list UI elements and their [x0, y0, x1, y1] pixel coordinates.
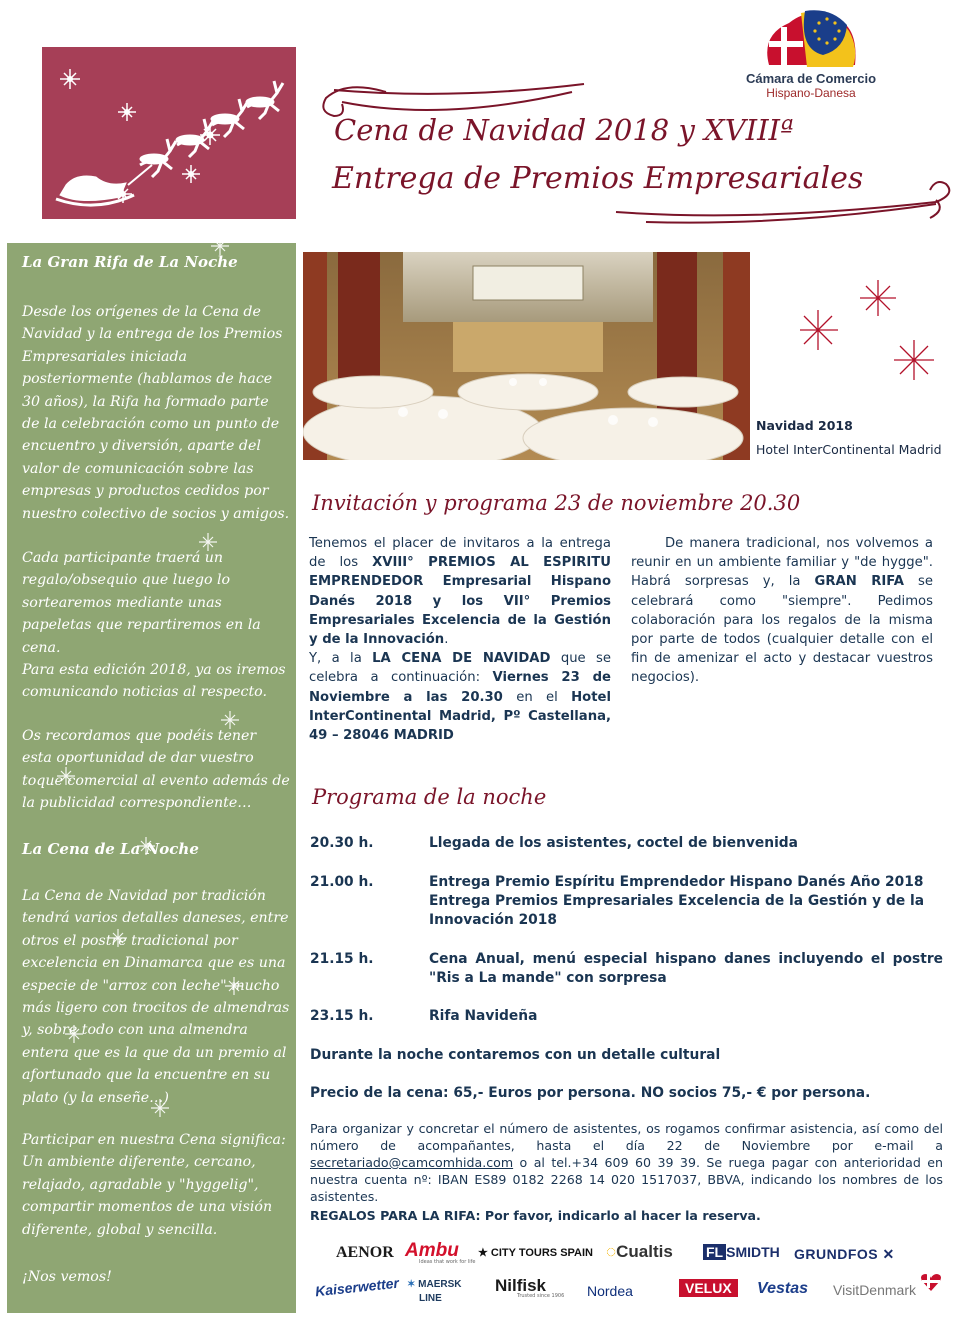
- citytours-name: CITY TOURS SPAIN: [490, 1247, 593, 1259]
- grundfos-logo: [794, 1246, 895, 1263]
- invitation-text: Y, a la: [309, 651, 373, 667]
- confirmation-text: Para organizar y concretar el número de asistentes, os rogamos confirmar asistencia, así como del número de acompañantes, hasta el día 22 de Noviembre por e-mail a: [310, 1121, 943, 1153]
- cualtis-logo: [606, 1242, 673, 1262]
- invitation-text: Tenemos el placer de invitaros a la entrega de los: [309, 536, 611, 571]
- cena-paragraph-1: La Cena de Navidad por tradición tendrá varios detalles daneses, entre otros el postre tradicional por excelencia en Dinamarca que es una especie de "arroz con leche" mucho más ligero con trocitos de almendras y, sobre todo con una almendra entera que es la que da un premio al afortunado que la encuentre en su plato (y la enseñe…): [22, 888, 290, 1106]
- invitation-text: que se celebra a continuación:: [309, 651, 612, 686]
- program-text: Rifa Navideña: [429, 1008, 538, 1024]
- flsmidth-name: SMIDTH: [726, 1244, 780, 1260]
- kaiserwetter-logo: Kaiserwetter: [314, 1274, 400, 1300]
- cultural-note: Durante la noche contaremos con un detalle cultural: [310, 1047, 721, 1063]
- ambu-logo: [405, 1240, 476, 1265]
- program-time: 21.15 h.: [310, 951, 374, 967]
- cualtis-ring-icon: ◌: [606, 1242, 617, 1261]
- nordea-logo: Nordea: [587, 1283, 633, 1299]
- ambu-name: Ambu: [405, 1240, 459, 1261]
- invitation-column-2: [631, 534, 933, 688]
- program-text: Llegada de los asistentes, coctel de bienvenida: [429, 835, 798, 851]
- raffle-gifts-note: REGALOS PARA LA RIFA: Por favor, indicarlo al hacer la reserva.: [310, 1208, 761, 1223]
- event-venue: Hotel InterContinental Madrid, Pº Castellana, 49 – 28046 MADRID: [309, 689, 611, 744]
- program-time: 23.15 h.: [310, 1008, 374, 1024]
- dinner-name: LA CENA DE NAVIDAD: [372, 651, 551, 667]
- ambu-tagline: Ideas that work for life: [419, 1259, 476, 1265]
- danish-heart-icon: [920, 1272, 942, 1292]
- rifa-heading: La Gran Rifa de La Noche: [22, 253, 238, 271]
- invitation-text: se celebrará como "siempre". Pedimos colaboración para los regalos de la misma por parte de todos (cualquier detalle con el fin de amenizar el acto y destacar vuestros negocios).: [631, 574, 933, 686]
- page-title-line2: Entrega de Premios Empresariales: [332, 161, 864, 196]
- awards-name: XVIII° PREMIOS AL ESPIRITU EMPRENDEDOR Empresarial Hispano Danés 2018 y los VII° Premios Empresariales Excelencia de la Gestión y de la Innovación: [309, 555, 611, 648]
- cena-paragraph-2: Participar en nuestra Cena significa: Un ambiente diferente, cercano, relajado, agradable y "hyggelig", compartir momentos de una visión diferente, global y sencilla.: [22, 1132, 286, 1238]
- invitation-text: .: [444, 632, 449, 648]
- vestas-logo: Vestas: [757, 1280, 808, 1297]
- rifa-paragraph-3: Para esta edición 2018, ya os iremos comunicando noticias al respecto.: [22, 662, 286, 701]
- chamber-flags-icon: [761, 5, 861, 71]
- program-time: 21.00 h.: [310, 874, 374, 890]
- flourish-ornament-icon: [316, 72, 956, 242]
- flsmidth-mark: FL: [703, 1244, 726, 1260]
- confirmation-text: o al tel.+34 609 60 39 39. Se ruega pagar con anterioridad en nuestra cuenta nº: IBAN ES89 0182 2268 14 020 1517037, BBVA, indicando los nombres de los asistentes.: [310, 1155, 943, 1204]
- event-date: Viernes 23 de Noviembre a las 20.30: [309, 670, 612, 705]
- nilfisk-tagline: Trusted since 1906: [517, 1293, 565, 1299]
- page-title-line1: Cena de Navidad 2018 y XVIIIª: [334, 113, 794, 147]
- grundfos-name: GRUNDFOS: [794, 1246, 879, 1262]
- christmas-banner: [42, 47, 296, 219]
- nilfisk-logo: [495, 1276, 564, 1299]
- visitdenmark-logo: [833, 1282, 916, 1298]
- citytours-logo: [478, 1246, 593, 1259]
- chamber-logo-name: Cámara de Comercio: [745, 71, 877, 86]
- rifa-paragraph-4: Os recordamos que podéis tener esta oportunidad de dar vuestro toque comercial al evento además de la publicidad correspondiente…: [22, 728, 290, 812]
- program-time: 20.30 h.: [310, 835, 374, 851]
- chamber-logo-subtitle: Hispano-Danesa: [766, 86, 856, 100]
- flsmidth-logo: [703, 1244, 780, 1260]
- star-icon: ★: [478, 1247, 491, 1259]
- rifa-paragraph-1: Desde los orígenes de la Cena de Navidad y la entrega de los Premios Empresariales iniciada posteriormente (hablamos de hace 30 años), la Rifa ha formado parte de la celebración como un punto de encuentro y diversión, aparte del valor de comunicación sobre las empresas y productos cedidos por nuestro colectivo de socios y amigos.: [22, 304, 290, 522]
- reindeer-sleigh-icon: [42, 47, 296, 219]
- velux-logo: VELUX: [679, 1279, 738, 1297]
- maersk-logo: [407, 1276, 462, 1304]
- photo-caption-place: Hotel InterContinental Madrid: [756, 442, 942, 457]
- invitation-text: De manera tradicional, nos volvemos a reunir en un ambiente familiar y "de hygge". Habrá sorpresas y, la: [631, 536, 933, 590]
- program-text: Cena Anual, menú especial hispano danes incluyendo el postre "Ris a La mande" con sorpresa: [429, 951, 943, 986]
- confirmation-note: [310, 1120, 943, 1205]
- email-link[interactable]: secretariado@camcomhida.com: [310, 1155, 514, 1170]
- price-note: Precio de la cena: 65,- Euros por persona. NO socios 75,- € por persona.: [310, 1085, 871, 1101]
- raffle-name: GRAN RIFA: [814, 574, 904, 590]
- program-heading: Programa de la noche: [312, 785, 547, 809]
- grundfos-x-icon: ✕: [878, 1246, 895, 1262]
- invitation-column-1: [309, 534, 611, 745]
- red-star-decorations-icon: [800, 280, 950, 390]
- aenor-logo: AENOR: [336, 1244, 394, 1261]
- visitdenmark-name: VisitDenmark: [833, 1282, 916, 1298]
- invitation-heading: Invitación y programa 23 de noviembre 20.30: [312, 491, 801, 515]
- maersk-name: MAERSK: [418, 1279, 462, 1290]
- program-text: Entrega Premio Espíritu Emprendedor Hispano Danés Año 2018 Entrega Premios Empresariales Excelencia de la Gestión y de la Innovación 2018: [429, 874, 925, 928]
- cena-paragraph-3: ¡Nos vemos!: [22, 1269, 112, 1285]
- hotel-dining-room-photo: [303, 252, 750, 460]
- sidebar: [7, 243, 296, 1313]
- nilfisk-name: Nilfisk: [495, 1276, 547, 1295]
- maersk-star-icon: ✶: [407, 1279, 419, 1290]
- invitation-text: en el: [502, 689, 572, 705]
- maersk-line: LINE: [419, 1293, 442, 1304]
- cena-heading: La Cena de La Noche: [22, 840, 199, 858]
- cualtis-name: Cualtis: [616, 1242, 673, 1261]
- rifa-paragraph-2: Cada participante traerá un regalo/obsequio que luego lo sortearemos mediante unas papeletas que repartiremos en la cena.: [22, 550, 261, 656]
- photo-caption-title: Navidad 2018: [756, 418, 853, 433]
